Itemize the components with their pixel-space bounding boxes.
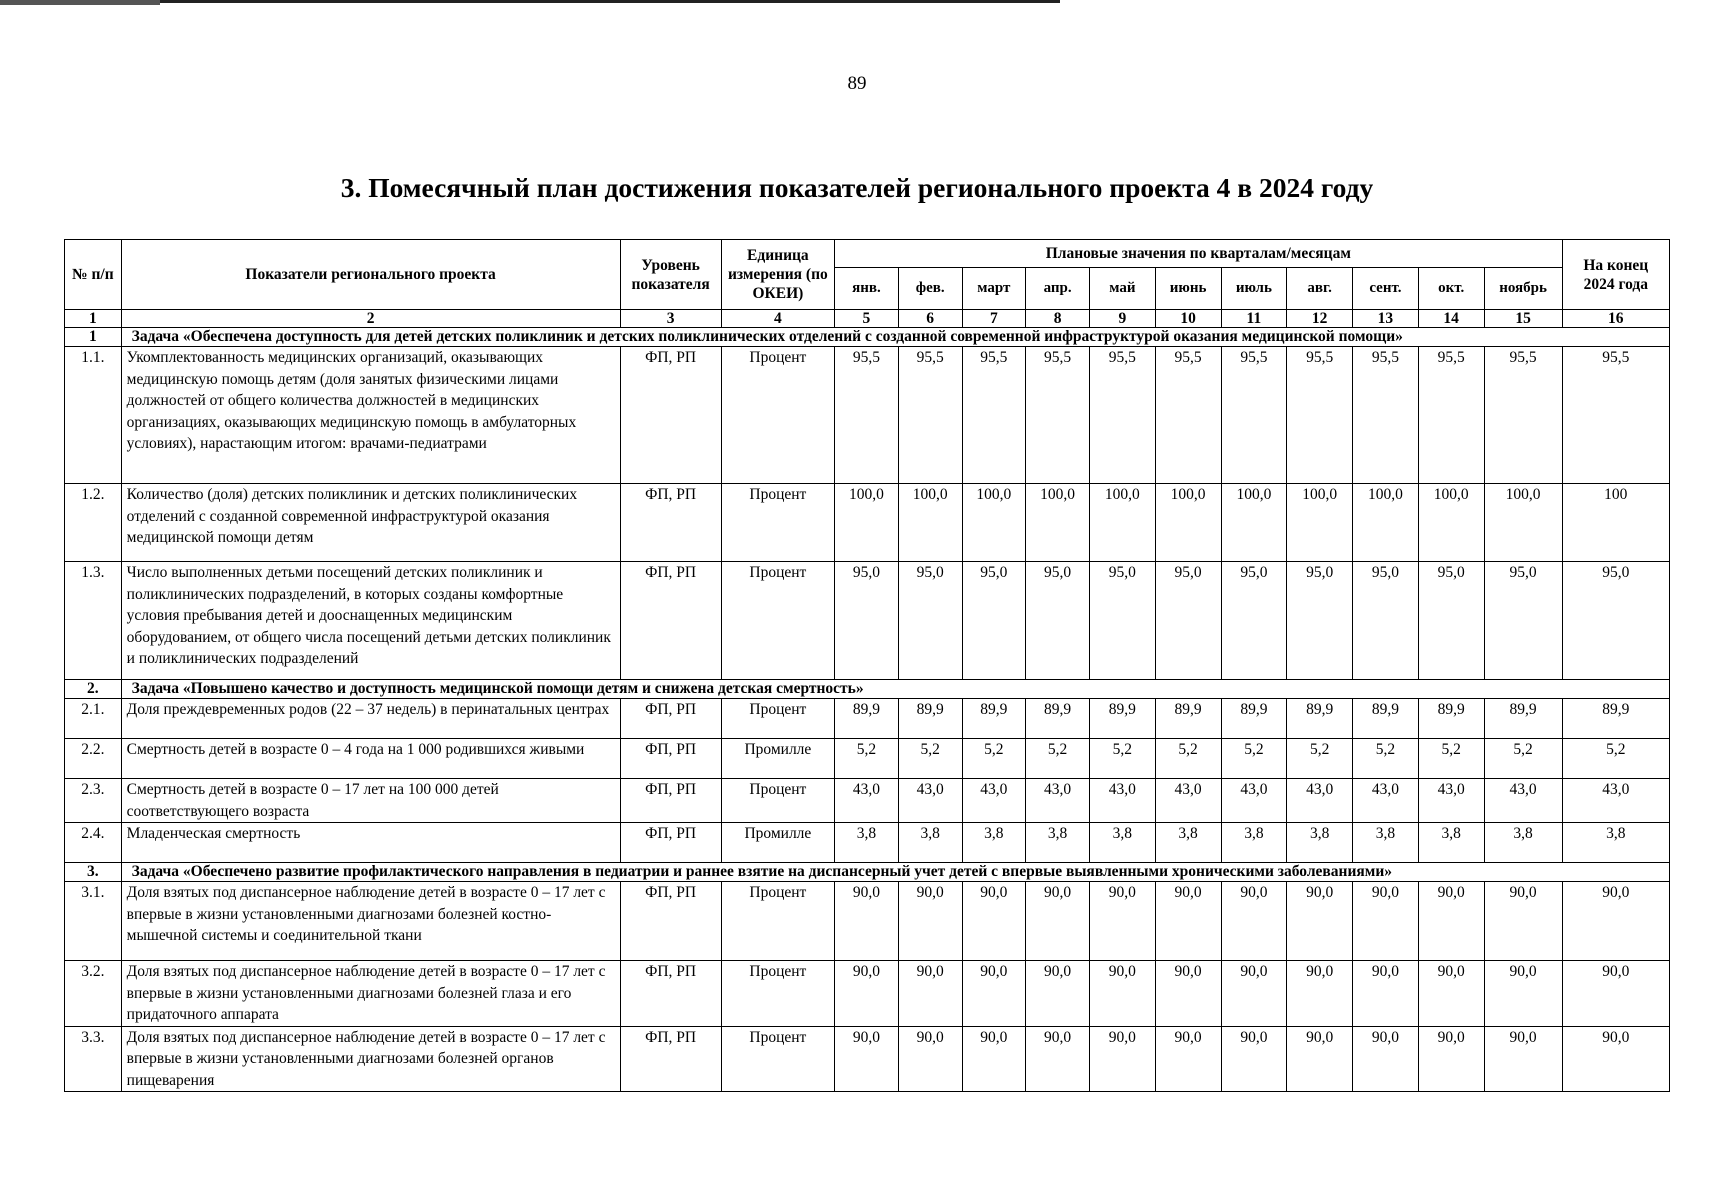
indicator-name: Доля взятых под диспансерное наблюдение детей в возрасте 0 – 17 лет с впервые в жизни установленными диагнозами болезней органов пищеварения [121,1026,620,1092]
column-number: 13 [1353,310,1419,328]
header-level: Уровень показателя [620,240,721,310]
month-value: 5,2 [1418,739,1484,779]
header-month: июнь [1155,268,1221,310]
indicator-unit: Процент [721,882,834,961]
header-month: янв. [835,268,899,310]
month-value: 3,8 [962,823,1026,863]
indicator-unit: Промилле [721,739,834,779]
month-value: 90,0 [1418,882,1484,961]
year-end-value: 90,0 [1562,961,1669,1027]
month-value: 89,9 [898,699,962,739]
indicator-number: 1.2. [65,484,122,562]
header-planned: Плановые значения по кварталам/месяцам [835,240,1563,268]
indicator-unit: Процент [721,484,834,562]
month-value: 95,0 [835,562,899,680]
month-value: 95,0 [1353,562,1419,680]
month-value: 3,8 [1026,823,1090,863]
month-value: 95,5 [1418,347,1484,484]
month-value: 43,0 [1026,779,1090,823]
task-row [65,680,1670,699]
column-number: 16 [1562,310,1669,328]
column-number: 10 [1155,310,1221,328]
indicator-level: ФП, РП [620,823,721,863]
month-value: 95,0 [1089,562,1155,680]
indicator-name: Число выполненных детьми посещений детских поликлиник и поликлинических подразделений, в которых созданы комфортные условия пребывания детей и дооснащенных медицинским оборудованием, от общего числа посещений детьми детских поликлиник и поликлинических подразделений [121,562,620,680]
indicator-number: 2.1. [65,699,122,739]
indicator-row [65,1026,1670,1092]
month-value: 89,9 [1221,699,1287,739]
month-value: 95,5 [1221,347,1287,484]
year-end-value: 95,0 [1562,562,1669,680]
month-value: 5,2 [1026,739,1090,779]
month-value: 100,0 [1484,484,1562,562]
year-end-value: 5,2 [1562,739,1669,779]
indicator-name: Доля взятых под диспансерное наблюдение детей в возрасте 0 – 17 лет с впервые в жизни установленными диагнозами болезней глаза и его придаточного аппарата [121,961,620,1027]
header-num: № п/п [65,240,122,310]
month-value: 43,0 [962,779,1026,823]
indicator-level: ФП, РП [620,1026,721,1092]
month-value: 90,0 [1353,961,1419,1027]
column-number: 14 [1418,310,1484,328]
indicator-number: 3.3. [65,1026,122,1092]
month-value: 3,8 [1155,823,1221,863]
indicator-row [65,562,1670,680]
month-value: 3,8 [835,823,899,863]
month-value: 95,5 [898,347,962,484]
indicator-level: ФП, РП [620,739,721,779]
header-unit: Единица измерения (по ОКЕИ) [721,240,834,310]
month-value: 5,2 [835,739,899,779]
indicator-unit: Процент [721,699,834,739]
month-value: 43,0 [898,779,962,823]
month-value: 5,2 [1221,739,1287,779]
month-value: 90,0 [962,882,1026,961]
column-number: 4 [721,310,834,328]
indicator-row [65,484,1670,562]
month-value: 100,0 [1026,484,1090,562]
month-value: 43,0 [1221,779,1287,823]
month-value: 95,5 [1287,347,1353,484]
month-value: 95,0 [1026,562,1090,680]
month-value: 95,5 [1026,347,1090,484]
month-value: 90,0 [1221,1026,1287,1092]
indicator-name: Младенческая смертность [121,823,620,863]
month-value: 3,8 [1353,823,1419,863]
month-value: 89,9 [962,699,1026,739]
month-value: 95,5 [1353,347,1419,484]
header-month: окт. [1418,268,1484,310]
month-value: 95,5 [962,347,1026,484]
indicator-unit: Процент [721,562,834,680]
header-month: сент. [1353,268,1419,310]
header-month: апр. [1026,268,1090,310]
month-value: 100,0 [1353,484,1419,562]
month-value: 90,0 [1026,1026,1090,1092]
month-value: 89,9 [1155,699,1221,739]
task-title: Задача «Обеспечено развитие профилактического направления в педиатрии и раннее взятие на диспансерный учет детей с впервые выявленными хроническими заболеваниями» [121,863,1669,882]
indicator-row [65,882,1670,961]
year-end-value: 3,8 [1562,823,1669,863]
month-value: 90,0 [1418,1026,1484,1092]
month-value: 5,2 [1353,739,1419,779]
indicator-name: Доля преждевременных родов (22 – 37 недель) в перинатальных центрах [121,699,620,739]
month-value: 90,0 [1287,961,1353,1027]
month-value: 95,0 [898,562,962,680]
indicator-level: ФП, РП [620,484,721,562]
month-value: 90,0 [1089,1026,1155,1092]
column-numbers-row [65,310,1670,328]
month-value: 100,0 [898,484,962,562]
indicator-number: 2.3. [65,779,122,823]
column-number: 6 [898,310,962,328]
month-value: 3,8 [1484,823,1562,863]
month-value: 43,0 [1418,779,1484,823]
indicator-level: ФП, РП [620,779,721,823]
page-number: 89 [847,73,867,94]
month-value: 100,0 [1155,484,1221,562]
year-end-value: 43,0 [1562,779,1669,823]
month-value: 95,0 [1221,562,1287,680]
month-value: 90,0 [1418,961,1484,1027]
year-end-value: 89,9 [1562,699,1669,739]
month-value: 43,0 [1155,779,1221,823]
month-value: 90,0 [1026,882,1090,961]
task-row [65,863,1670,882]
indicator-level: ФП, РП [620,961,721,1027]
indicator-level: ФП, РП [620,347,721,484]
month-value: 100,0 [1089,484,1155,562]
indicator-level: ФП, РП [620,699,721,739]
month-value: 90,0 [1155,1026,1221,1092]
task-row [65,328,1670,347]
indicator-unit: Процент [721,779,834,823]
month-value: 90,0 [1089,882,1155,961]
month-value: 90,0 [1089,961,1155,1027]
month-value: 90,0 [1484,961,1562,1027]
indicator-number: 3.1. [65,882,122,961]
year-end-value: 90,0 [1562,882,1669,961]
indicator-row [65,739,1670,779]
month-value: 3,8 [1287,823,1353,863]
month-value: 90,0 [1155,882,1221,961]
month-value: 43,0 [1287,779,1353,823]
column-number: 2 [121,310,620,328]
indicator-name: Количество (доля) детских поликлиник и детских поликлинических отделений с созданной современной инфраструктурой оказания медицинской помощи детям [121,484,620,562]
month-value: 5,2 [1155,739,1221,779]
indicator-unit: Процент [721,961,834,1027]
month-value: 3,8 [1089,823,1155,863]
column-number: 8 [1026,310,1090,328]
header-month: ноябрь [1484,268,1562,310]
header-month: июль [1221,268,1287,310]
header-month: май [1089,268,1155,310]
month-value: 43,0 [1089,779,1155,823]
indicator-row [65,347,1670,484]
indicator-number: 3.2. [65,961,122,1027]
task-title: Задача «Повышено качество и доступность медицинской помощи детям и снижена детская смертность» [121,680,1669,699]
month-value: 95,5 [835,347,899,484]
task-title: Задача «Обеспечена доступность для детей детских поликлиник и детских поликлинических отделений с созданной современной инфраструктурой оказания медицинской помощи» [121,328,1669,347]
month-value: 95,0 [1287,562,1353,680]
month-value: 95,5 [1484,347,1562,484]
month-value: 90,0 [835,961,899,1027]
month-value: 3,8 [1221,823,1287,863]
month-value: 3,8 [1418,823,1484,863]
month-value: 100,0 [962,484,1026,562]
indicator-unit: Процент [721,1026,834,1092]
month-value: 95,5 [1089,347,1155,484]
header-indicator: Показатели регионального проекта [121,240,620,310]
month-value: 90,0 [898,882,962,961]
month-value: 90,0 [1287,1026,1353,1092]
month-value: 3,8 [898,823,962,863]
column-number: 7 [962,310,1026,328]
indicator-name: Смертность детей в возрасте 0 – 17 лет на 100 000 детей соответствующего возраста [121,779,620,823]
month-value: 100,0 [1221,484,1287,562]
month-value: 90,0 [1287,882,1353,961]
indicator-name: Доля взятых под диспансерное наблюдение детей в возрасте 0 – 17 лет с впервые в жизни установленными диагнозами болезней костно-мышечной системы и соединительной ткани [121,882,620,961]
month-value: 90,0 [1026,961,1090,1027]
month-value: 95,0 [1155,562,1221,680]
column-number: 15 [1484,310,1562,328]
month-value: 95,5 [1155,347,1221,484]
month-value: 43,0 [835,779,899,823]
month-value: 5,2 [1089,739,1155,779]
month-value: 89,9 [1089,699,1155,739]
month-value: 95,0 [1484,562,1562,680]
month-value: 90,0 [1353,1026,1419,1092]
task-number: 2. [65,680,122,699]
indicator-row [65,823,1670,863]
month-value: 90,0 [962,1026,1026,1092]
column-number: 5 [835,310,899,328]
indicator-name: Смертность детей в возрасте 0 – 4 года на 1 000 родившихся живыми [121,739,620,779]
month-value: 89,9 [1026,699,1090,739]
month-value: 5,2 [962,739,1026,779]
column-number: 11 [1221,310,1287,328]
indicator-level: ФП, РП [620,562,721,680]
month-value: 90,0 [962,961,1026,1027]
month-value: 89,9 [1484,699,1562,739]
month-value: 90,0 [1155,961,1221,1027]
indicator-name: Укомплектованность медицинских организаций, оказывающих медицинскую помощь детям (доля занятых физическими лицами должностей от общего количества должностей в медицинских организациях, оказывающих медицинскую помощь в амбулаторных условиях), нарастающим итогом: врачами-педиатрами [121,347,620,484]
task-number: 3. [65,863,122,882]
indicator-number: 2.4. [65,823,122,863]
header-end: На конец 2024 года [1562,240,1669,310]
month-value: 90,0 [1484,1026,1562,1092]
year-end-value: 100 [1562,484,1669,562]
indicator-unit: Промилле [721,823,834,863]
year-end-value: 90,0 [1562,1026,1669,1092]
header-month: авг. [1287,268,1353,310]
month-value: 90,0 [1353,882,1419,961]
page-title: 3. Помесячный план достижения показателей регионального проекта 4 в 2024 году [340,172,1374,203]
month-value: 89,9 [1353,699,1419,739]
month-value: 90,0 [1484,882,1562,961]
month-value: 90,0 [1221,882,1287,961]
indicator-row [65,699,1670,739]
month-value: 5,2 [1287,739,1353,779]
month-value: 100,0 [835,484,899,562]
header-month: март [962,268,1026,310]
scan-edge-mark [0,0,160,5]
header-month: фев. [898,268,962,310]
month-value: 43,0 [1484,779,1562,823]
month-value: 90,0 [898,1026,962,1092]
month-value: 5,2 [898,739,962,779]
indicator-unit: Процент [721,347,834,484]
month-value: 90,0 [835,1026,899,1092]
month-value: 89,9 [1418,699,1484,739]
indicator-row [65,779,1670,823]
month-value: 90,0 [1221,961,1287,1027]
column-number: 12 [1287,310,1353,328]
month-value: 90,0 [898,961,962,1027]
indicators-table [64,239,1670,1092]
month-value: 100,0 [1418,484,1484,562]
month-value: 95,0 [1418,562,1484,680]
indicator-number: 2.2. [65,739,122,779]
month-value: 89,9 [1287,699,1353,739]
month-value: 90,0 [835,882,899,961]
column-number: 3 [620,310,721,328]
column-number: 9 [1089,310,1155,328]
indicator-number: 1.3. [65,562,122,680]
indicator-row [65,961,1670,1027]
indicator-level: ФП, РП [620,882,721,961]
month-value: 43,0 [1353,779,1419,823]
month-value: 100,0 [1287,484,1353,562]
month-value: 5,2 [1484,739,1562,779]
month-value: 95,0 [962,562,1026,680]
task-number: 1 [65,328,122,347]
column-number: 1 [65,310,122,328]
indicator-number: 1.1. [65,347,122,484]
year-end-value: 95,5 [1562,347,1669,484]
month-value: 89,9 [835,699,899,739]
